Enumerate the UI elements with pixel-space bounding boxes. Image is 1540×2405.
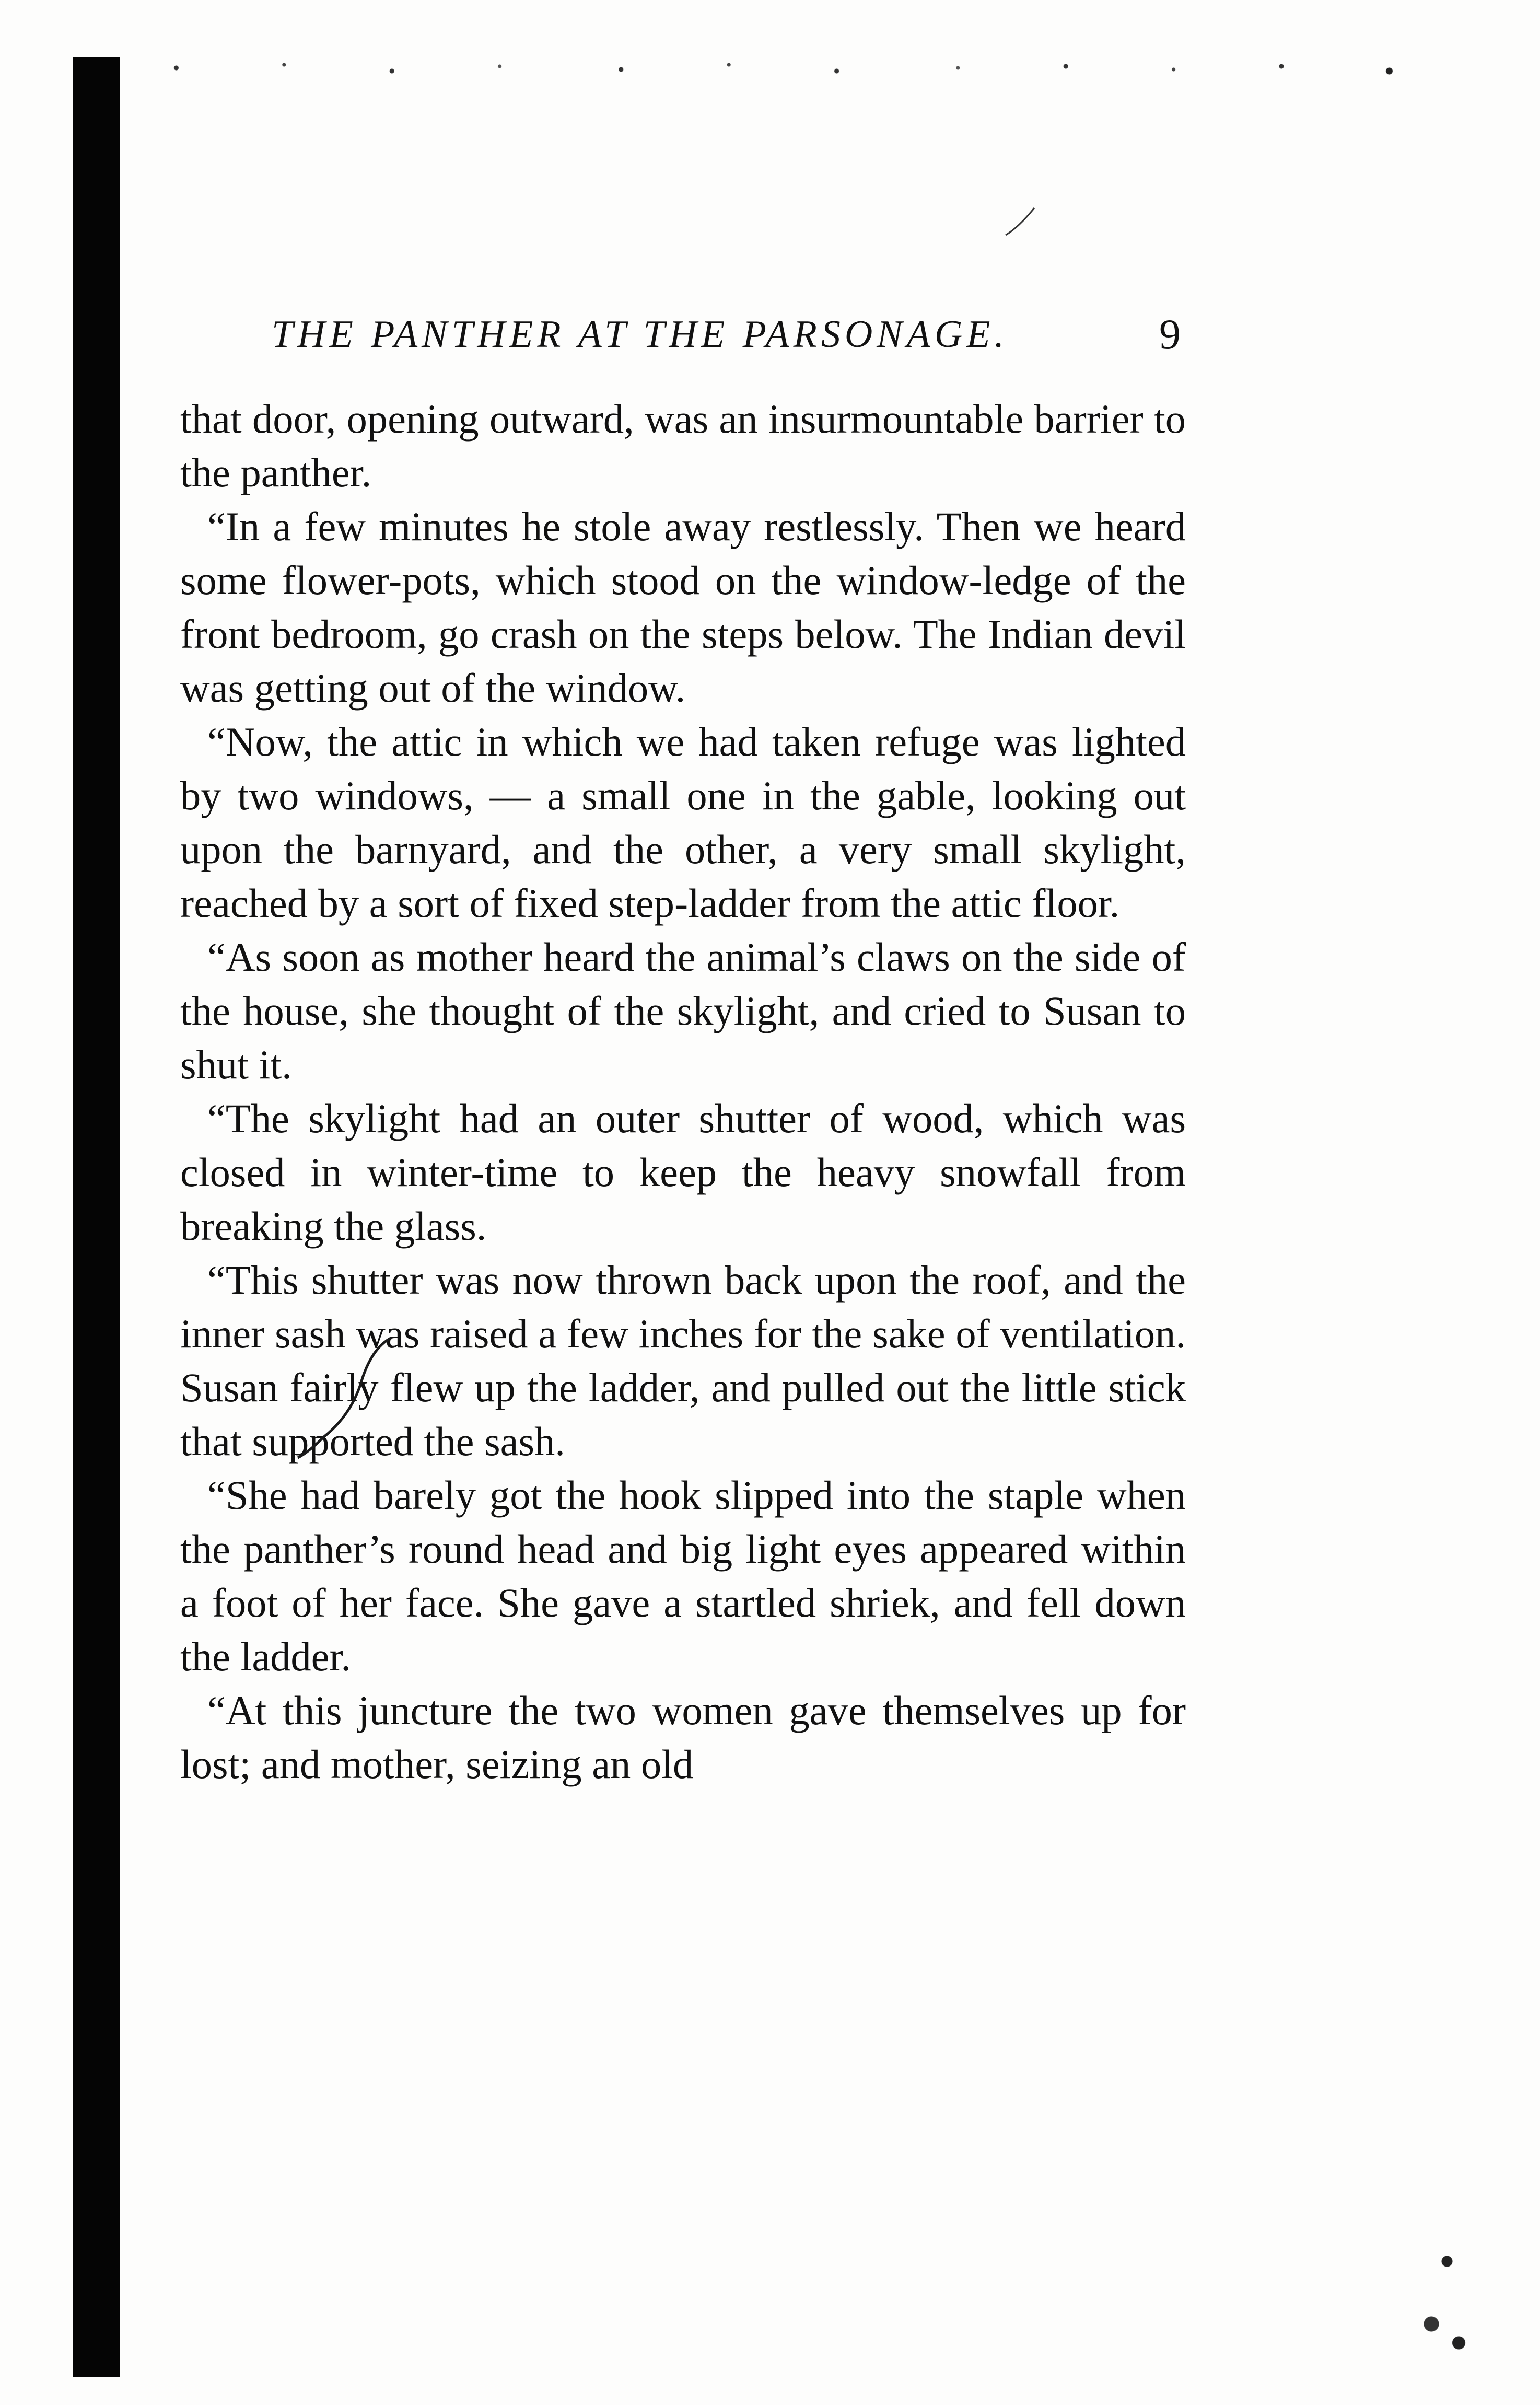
pencil-tick-icon — [1003, 204, 1040, 240]
body-text — [180, 392, 1186, 1791]
binding-shadow — [73, 57, 120, 2377]
paragraph: “At this juncture the two women gave themselves up for lost; and mother, seizing an old — [180, 1688, 1186, 1787]
running-title: THE PANTHER AT THE PARSONAGE. — [272, 313, 1008, 356]
paragraph: that door, opening outward, was an insurmountable barrier to the panther. — [180, 396, 1186, 495]
paragraph: “Now, the attic in which we had taken refuge was lighted by two windows, — a small one in the gable, looking out upon the barnyard, and the other, a very small skylight, reached by a sort of fixed step-ladder from the attic floor. — [180, 719, 1186, 926]
paragraph: “As soon as mother heard the animal’s claws on the side of the house, she thought of the skylight, and cried to Susan to shut it. — [180, 934, 1186, 1087]
page-number: 9 — [1159, 310, 1181, 358]
paragraph: “She had barely got the hook slipped into the staple when the panther’s round head and big light eyes appeared within a foot of her face. She gave a startled shriek, and fell down the ladder. — [180, 1472, 1186, 1679]
scan-specks-top — [136, 52, 1484, 84]
running-header — [272, 303, 1181, 366]
paragraph: “This shutter was now thrown back upon the roof, and the inner sash was raised a few inches for the sake of ventilation. Susan fairly flew up the ladder, and pulled out the little stick that supported the sash. — [180, 1257, 1186, 1464]
paragraph: “In a few minutes he stole away restlessly. Then we heard some flower-pots, which stood on the window-ledge of the front bedroom, go crash on the steps below. The Indian devil was getting out of the window. — [180, 504, 1186, 711]
pencil-stroke-icon — [293, 1327, 397, 1463]
paragraph: “The skylight had an outer shutter of wood, which was closed in winter-time to keep the heavy snowfall from breaking the glass. — [180, 1096, 1186, 1249]
scan-specks-corner — [1400, 2236, 1478, 2362]
